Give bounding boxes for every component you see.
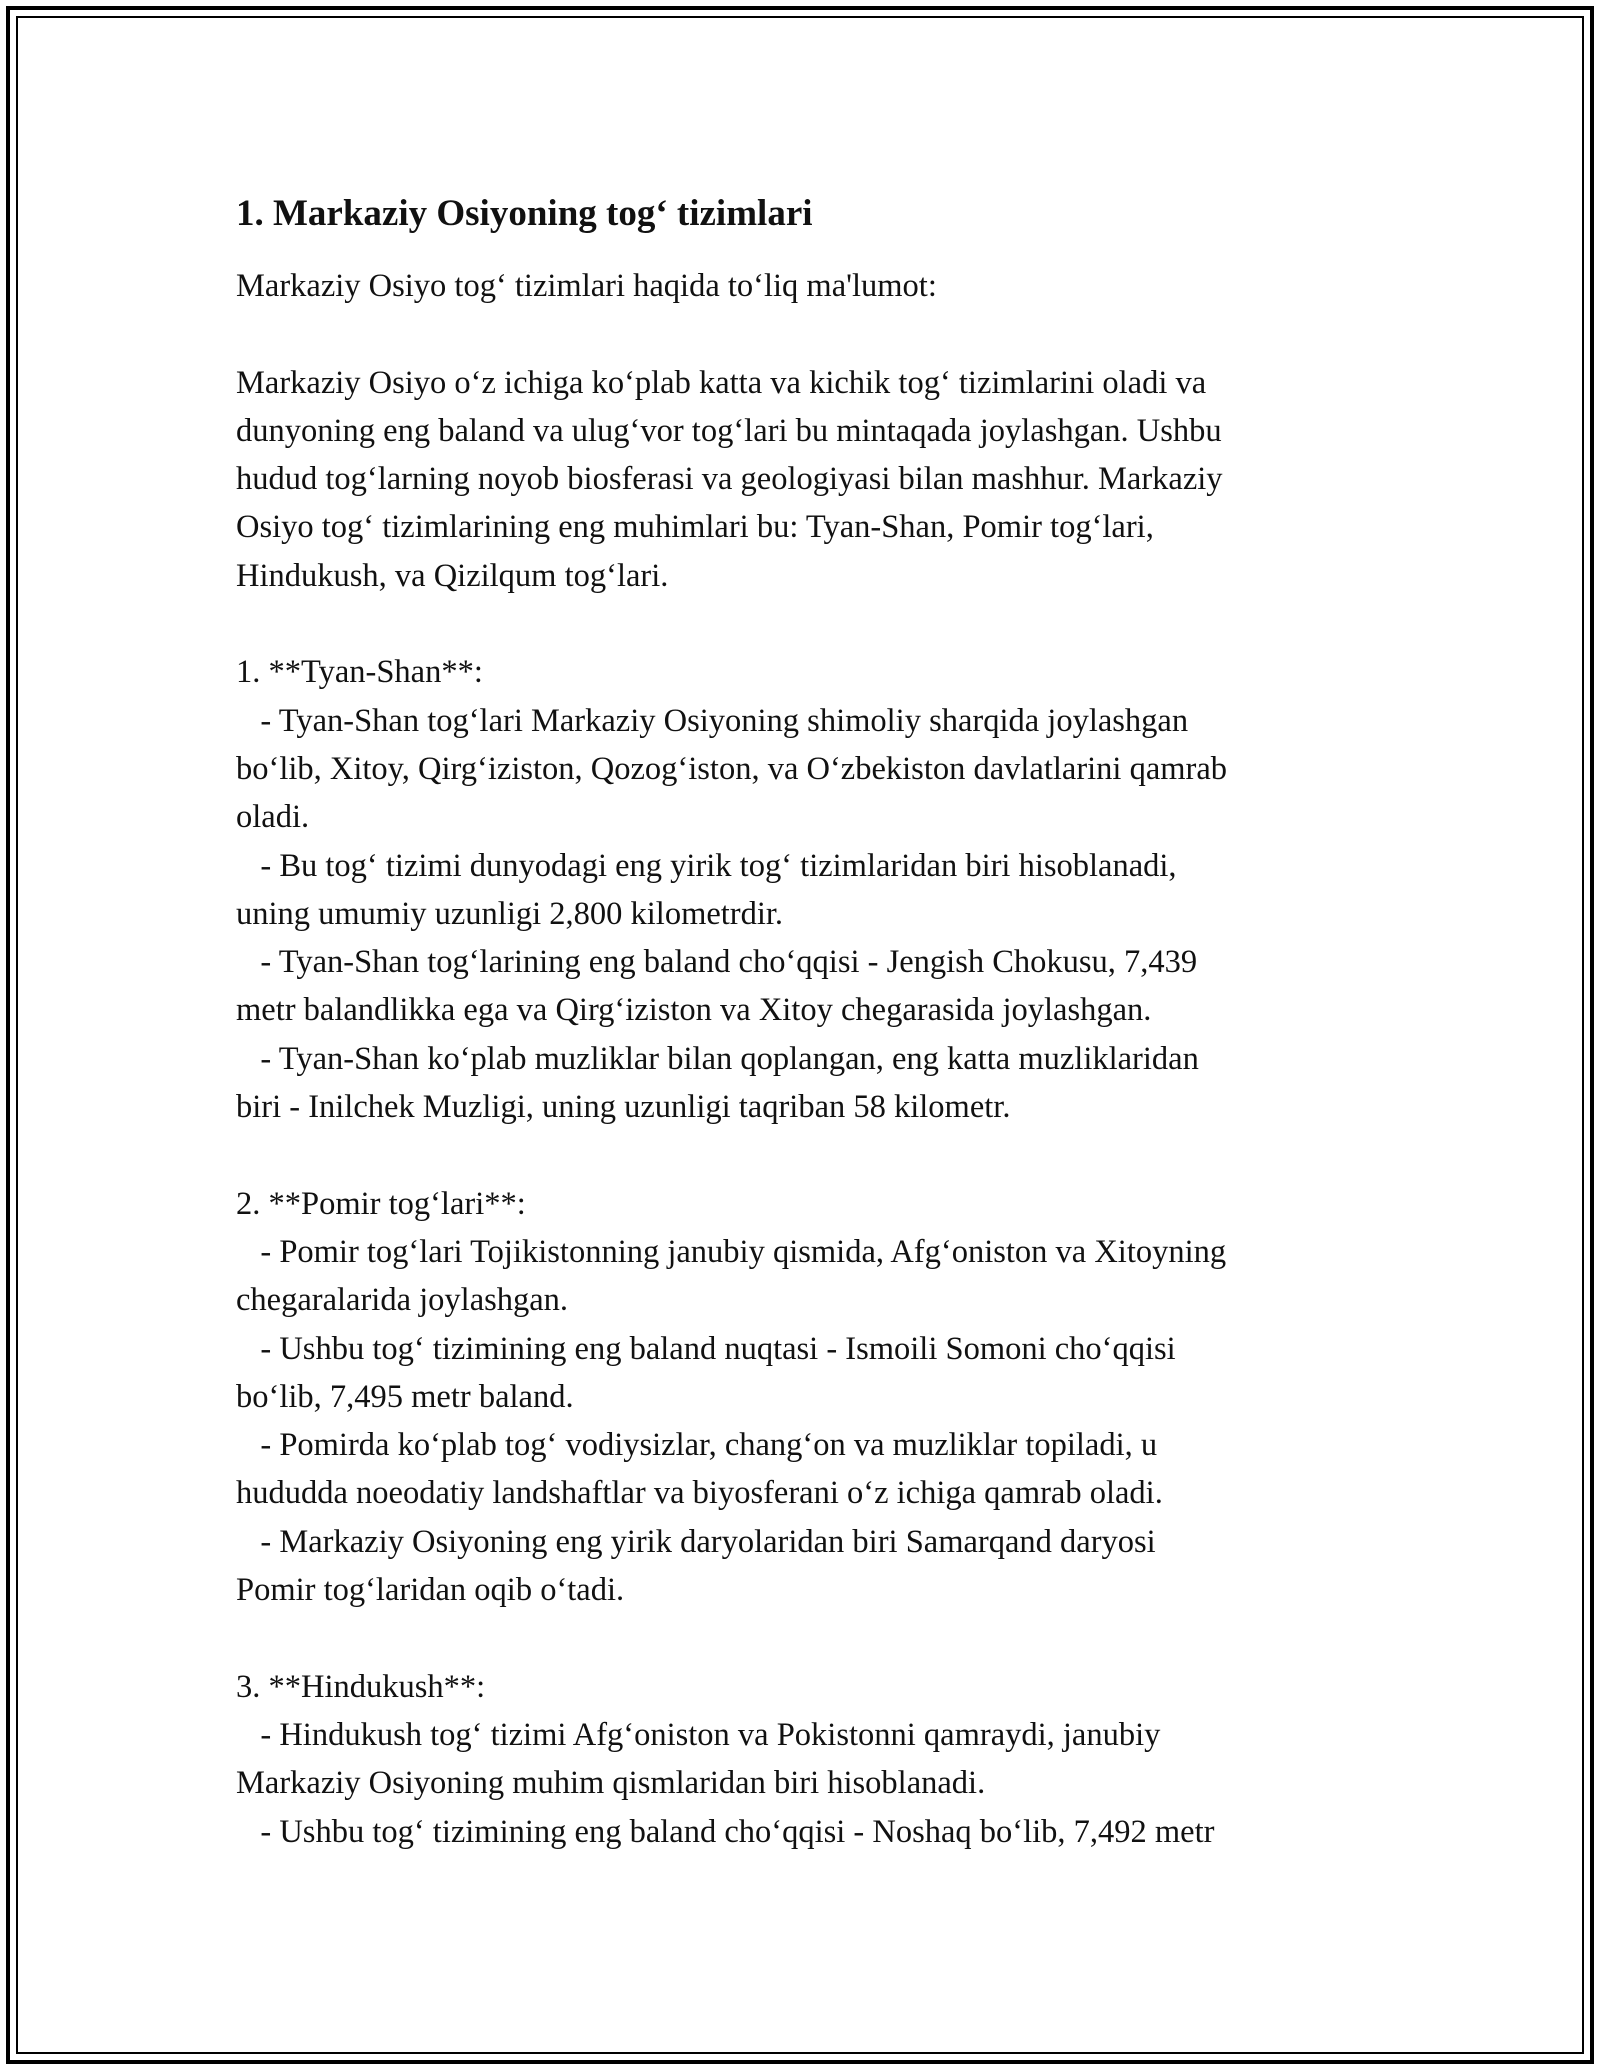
text-line: - Ushbu tog‘ tizimining eng baland cho‘qqisi - Noshaq bo‘lib, 7,492 metr: [236, 1813, 1215, 1850]
document-heading: 1. Markaziy Osiyoning tog‘ tizimlari: [236, 193, 813, 234]
text-line: - Pomirda ko‘plab tog‘ vodiysizlar, chang‘on va muzliklar topiladi, u: [236, 1427, 1158, 1464]
text-line: 3. **Hindukush**:: [236, 1668, 486, 1705]
text-line: - Tyan-Shan tog‘lari Markaziy Osiyoning shimoliy sharqida joylashgan: [236, 702, 1189, 739]
text-line: - Tyan-Shan ko‘plab muzliklar bilan qoplangan, eng katta muzliklaridan: [236, 1040, 1199, 1077]
text-line: - Tyan-Shan tog‘larining eng baland cho‘qqisi - Jengish Chokusu, 7,439: [236, 944, 1198, 981]
text-line: Markaziy Osiyoning muhim qismlaridan biri hisoblanadi.: [236, 1765, 986, 1802]
text-line: biri - Inilchek Muzligi, uning uzunligi taqriban 58 kilometr.: [236, 1089, 1011, 1126]
blank-line: [236, 1614, 1366, 1662]
text-line: - Ushbu tog‘ tizimining eng baland nuqtasi - Ismoili Somoni cho‘qqisi: [236, 1330, 1176, 1367]
text-line: metr balandlikka ega va Qirg‘iziston va Xitoy chegarasida joylashgan.: [236, 992, 1152, 1029]
text-line: oladi.: [236, 799, 310, 836]
blank-line: [236, 1131, 1366, 1179]
text-line: bo‘lib, Xitoy, Qirg‘iziston, Qozog‘iston, va O‘zbekiston davlatlarini qamrab: [236, 750, 1228, 787]
text-line: - Pomir tog‘lari Tojikistonning janubiy qismida, Afg‘oniston va Xitoyning: [236, 1233, 1227, 1270]
text-line: - Markaziy Osiyoning eng yirik daryolaridan biri Samarqand daryosi: [236, 1523, 1156, 1560]
blank-line: [236, 600, 1366, 648]
text-line: 2. **Pomir tog‘lari**:: [236, 1185, 526, 1222]
text-line: - Hindukush tog‘ tizimi Afg‘oniston va Pokistonni qamraydi, janubiy: [236, 1716, 1161, 1753]
document-body: [236, 186, 1366, 1856]
text-line: Pomir tog‘laridan oqib o‘tadi.: [236, 1572, 625, 1609]
text-line: dunyoning eng baland va ulug‘vor tog‘lari bu mintaqada joylashgan. Ushbu: [236, 412, 1222, 449]
text-line: chegaralarida joylashgan.: [236, 1282, 569, 1319]
text-line: Osiyo tog‘ tizimlarining eng muhimlari bu: Tyan-Shan, Pomir tog‘lari,: [236, 509, 1154, 546]
text-line: Markaziy Osiyo o‘z ichiga ko‘plab katta va kichik tog‘ tizimlarini oladi va: [236, 364, 1207, 401]
text-line: 1. **Tyan-Shan**:: [236, 654, 483, 691]
blank-line: [236, 310, 1366, 358]
text-line: Markaziy Osiyo tog‘ tizimlari haqida to‘liq ma'lumot:: [236, 268, 937, 304]
text-line: hudud tog‘larning noyob biosferasi va geologiyasi bilan mashhur. Markaziy: [236, 461, 1223, 498]
document-lines: [236, 262, 1366, 1856]
text-line: - Bu tog‘ tizimi dunyodagi eng yirik tog‘ tizimlaridan biri hisoblanadi,: [236, 847, 1177, 884]
text-line: bo‘lib, 7,495 metr baland.: [236, 1378, 574, 1415]
text-line: uning umumiy uzunligi 2,800 kilometrdir.: [236, 895, 784, 932]
text-line: hududda noeodatiy landshaftlar va biyosferani o‘z ichiga qamrab oladi.: [236, 1475, 1163, 1512]
text-line: Hindukush, va Qizilqum tog‘lari.: [236, 557, 669, 594]
